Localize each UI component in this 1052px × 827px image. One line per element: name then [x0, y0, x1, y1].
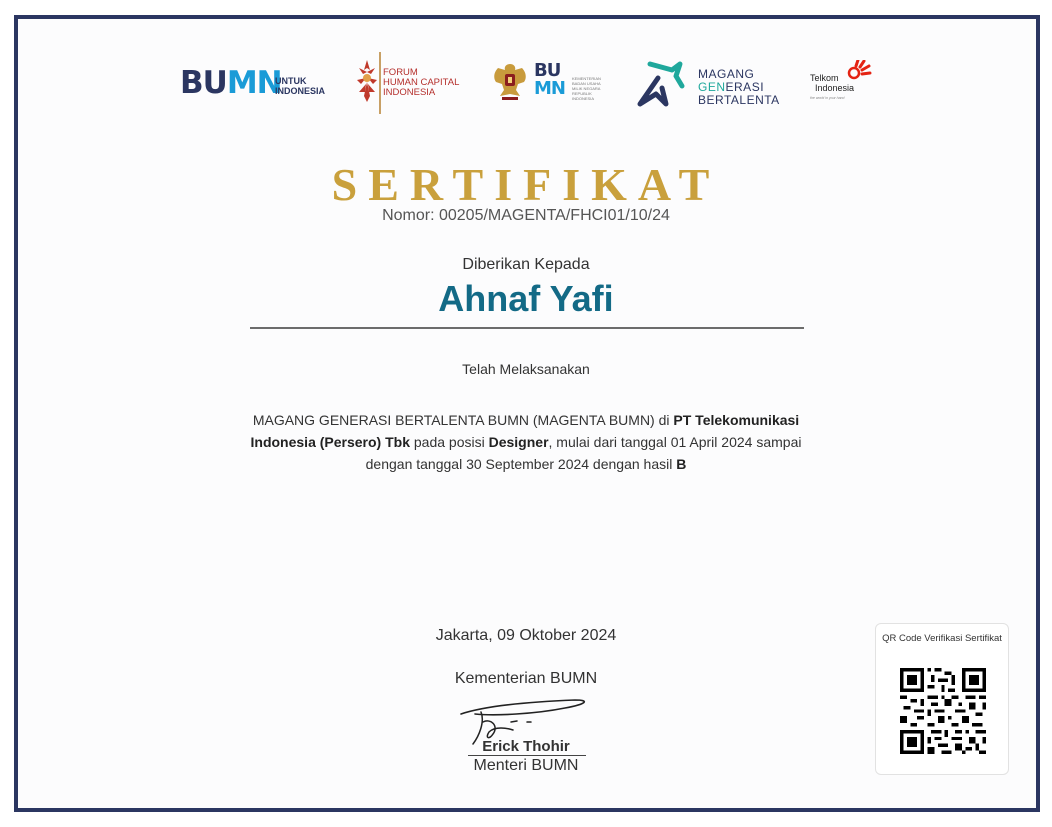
- qr-label: QR Code Verifikasi Sertifikat: [882, 633, 1002, 644]
- completed-label: Telah Melaksanakan: [462, 361, 590, 377]
- kementerian-bumn-logo: BU MN KEMENTERIAN BADAN USAHA MILIK NEGARA REPUBLIK INDONESIA: [490, 60, 605, 104]
- place-date: Jakarta, 09 Oktober 2024: [435, 627, 617, 644]
- company-name: PT Telekomunikasi Indonesia (Persero) Tbk: [250, 412, 800, 450]
- certificate-description: MAGANG GENERASI BERTALENTA BUMN (MAGENTA BUMN) di PT Telekomunikasi Indonesia (Persero) Tbk pada posisi Designer, mulai dari tanggal 01 April 2024 sampai dengan tanggal 30 September 2024 dengan hasil B: [250, 412, 802, 472]
- issuer-name: Kementerian BUMN: [454, 670, 598, 687]
- qr-code-icon[interactable]: [900, 668, 986, 754]
- certificate-number: Nomor: 00205/MAGENTA/FHCI01/10/24: [382, 207, 670, 224]
- qr-verification-box: [875, 623, 1009, 775]
- recipient-name: Ahnaf Yafi: [438, 278, 614, 319]
- fhci-emblem-icon: [355, 52, 379, 114]
- magenta-star-icon: [636, 58, 688, 110]
- grade-value: B: [676, 456, 687, 472]
- signature-line: [468, 755, 586, 756]
- fhci-logo: FORUM HUMAN CAPITAL INDONESIA: [355, 52, 465, 116]
- magenta-logo: MAGANG GENERASI BERTALENTA: [636, 58, 786, 110]
- signer-name: Erick Thohir: [482, 738, 570, 755]
- signer-title: Menteri BUMN: [473, 757, 579, 774]
- telkom-indonesia-logo: Telkom Indonesia the world in your hand: [808, 60, 878, 106]
- certificate-title: SERTIFIKAT: [331, 159, 721, 210]
- given-to-label: Diberikan Kepada: [462, 256, 590, 273]
- position-name: Designer: [488, 434, 549, 450]
- name-underline: [250, 327, 804, 329]
- telkom-hand-icon: [846, 60, 872, 82]
- bumn-untuk-indonesia-logo: BUMN UNTUK INDONESIA: [180, 65, 326, 101]
- garuda-emblem-icon: [490, 60, 530, 104]
